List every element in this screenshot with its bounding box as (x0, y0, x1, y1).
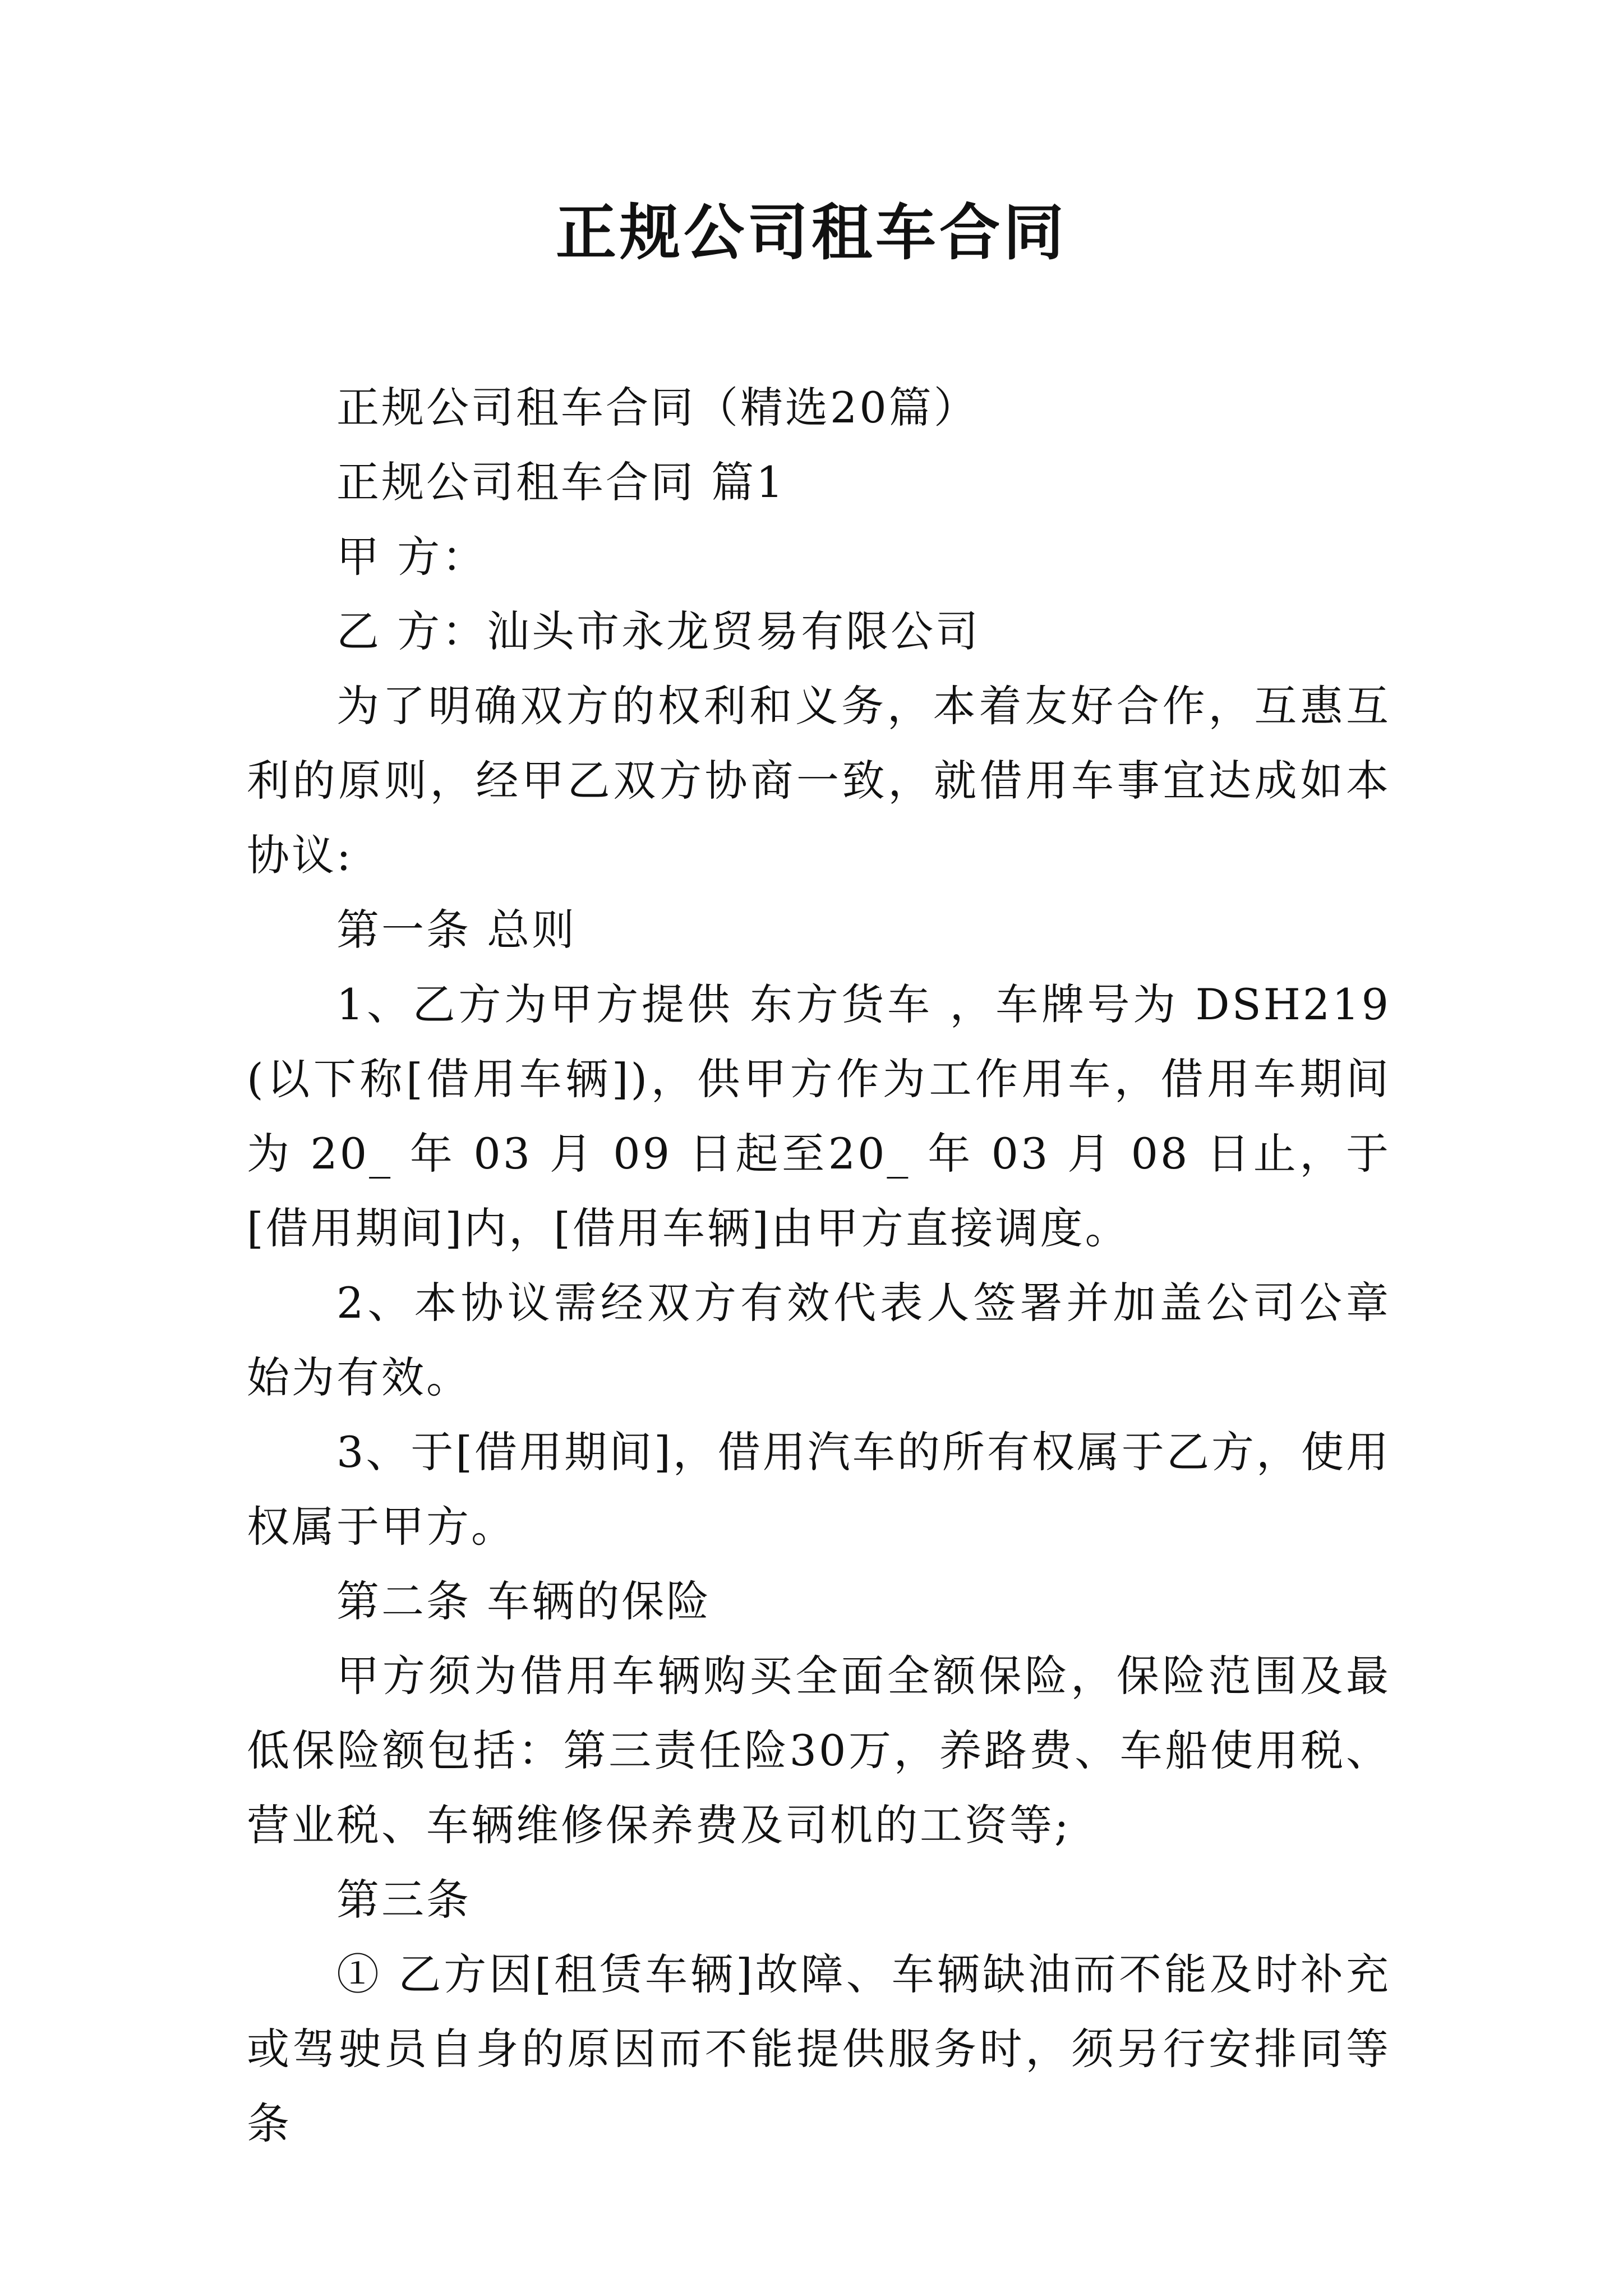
paragraph-party-a: 甲 方： (336, 532, 487, 582)
paragraph-section-1-heading: 第一条 总则 (336, 905, 577, 955)
paragraph-section-3-item-1: ① 乙方因[租赁车辆]故障、车辆缺油而不能及时补充或驾驶员自身的原因而不能提供服务时，须另行安排同等条 (247, 1949, 1391, 2148)
document-title: 正规公司租车合同 (555, 197, 1067, 268)
paragraph-insurance: 甲方须为借用车辆购买全面全额保险，保险范围及最低保险额包括：第三责任险30万，养路费、车船使用税、营业税、车辆维修保养费及司机的工资等; (247, 1651, 1391, 1850)
paragraph-preamble: 为了明确双方的权利和义务，本着友好合作，互惠互利的原则，经甲乙双方协商一致，就借用车事宜达成如本协议: (247, 681, 1391, 880)
paragraph-clause-3: 3、于[借用期间]，借用汽车的所有权属于乙方，使用权属于甲方。 (247, 1427, 1391, 1552)
paragraph-section-3-heading: 第三条 (336, 1875, 471, 1925)
paragraph-clause-1: 1、乙方为甲方提供 东方货车 ，车牌号为 DSH219 (以下称[借用车辆])，供甲方作为工作用车，借用车期间为 20_ 年 03 月 09 日起至20_ 年 03 月 08 日止，于[借用期间]内，[借用车辆]由甲方直接调度。 (247, 979, 1391, 1253)
paragraph-clause-2: 2、本协议需经双方有效代表人签署并加盖公司公章始为有效。 (247, 1278, 1391, 1402)
paragraph-article-heading: 正规公司租车合同 篇1 (336, 457, 786, 507)
paragraph-party-b: 乙 方：汕头市永龙贸易有限公司 (336, 606, 981, 656)
paragraph-subtitle: 正规公司租车合同（精选20篇） (336, 383, 979, 432)
paragraph-section-2-heading: 第二条 车辆的保险 (336, 1576, 712, 1626)
document-body (247, 370, 1391, 2161)
